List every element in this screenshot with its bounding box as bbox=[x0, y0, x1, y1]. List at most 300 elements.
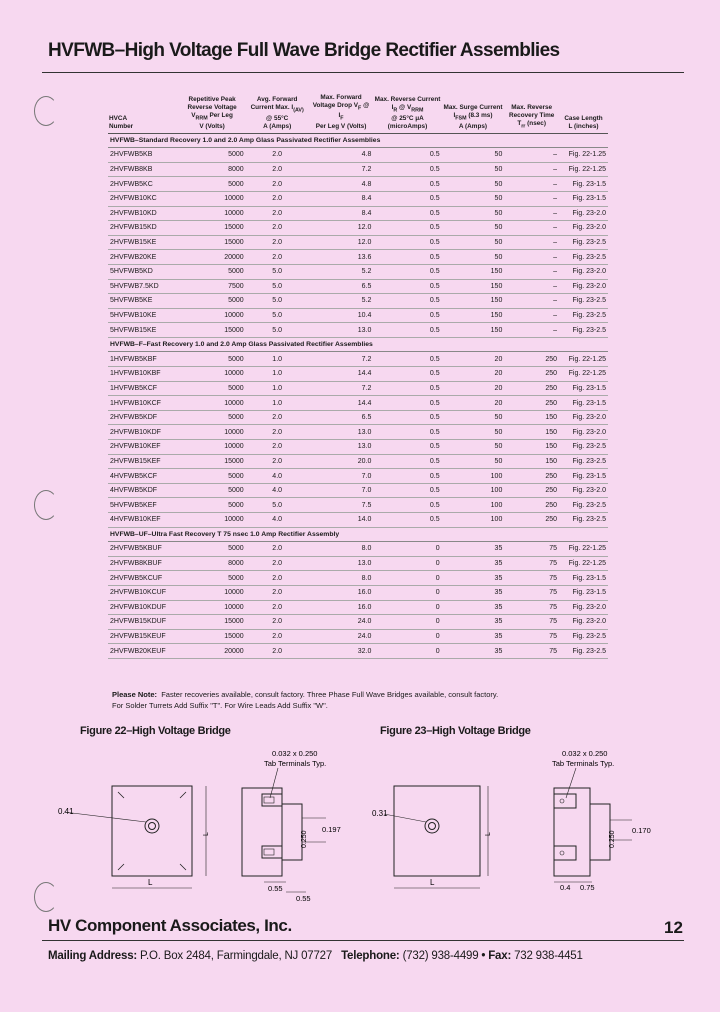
col-header-surge: Max. Surge Current $I_{FSM}$ (8.3 ms) A (Amps) bbox=[442, 94, 505, 133]
table-cell: 2HVFWB5KB bbox=[108, 148, 179, 163]
table-cell: Fig. 23-2.0 bbox=[559, 264, 608, 279]
divider bbox=[42, 940, 684, 941]
table-cell: 35 bbox=[442, 556, 505, 571]
table-cell: 2.0 bbox=[246, 177, 309, 192]
table-cell: 0.5 bbox=[373, 367, 441, 382]
table-cell: 20 bbox=[442, 396, 505, 411]
table-row bbox=[108, 440, 608, 455]
table-row bbox=[108, 396, 608, 411]
binder-hole bbox=[34, 490, 58, 520]
table-cell: 50 bbox=[442, 206, 505, 221]
table-cell: 2.0 bbox=[246, 148, 309, 163]
table-cell: 35 bbox=[442, 615, 505, 630]
table-cell: 5HVFWB10KE bbox=[108, 308, 179, 323]
table-cell: 4.8 bbox=[309, 177, 374, 192]
table-row bbox=[108, 162, 608, 177]
table-cell: 150 bbox=[442, 264, 505, 279]
table-cell: 0.5 bbox=[373, 250, 441, 265]
table-cell: 5.2 bbox=[309, 264, 374, 279]
table-cell: 2.0 bbox=[246, 191, 309, 206]
table-cell: 0.5 bbox=[373, 279, 441, 294]
table-cell: 0.5 bbox=[373, 498, 441, 513]
table-cell: 0.5 bbox=[373, 308, 441, 323]
table-cell: Fig. 23-1.5 bbox=[559, 571, 608, 586]
table-cell: 100 bbox=[442, 498, 505, 513]
table-cell: 2.0 bbox=[246, 206, 309, 221]
table-cell: 1HVFWB10KBF bbox=[108, 367, 179, 382]
table-cell: 1.0 bbox=[246, 396, 309, 411]
table-cell: 8.4 bbox=[309, 206, 374, 221]
table-cell: 0.5 bbox=[373, 410, 441, 425]
table-cell: 150 bbox=[504, 425, 559, 440]
spec-table-body bbox=[108, 133, 608, 658]
table-cell: 8.0 bbox=[309, 542, 374, 557]
table-cell: – bbox=[504, 323, 559, 338]
spec-table bbox=[108, 94, 608, 659]
table-cell: 1HVFWB10KCF bbox=[108, 396, 179, 411]
table-cell: 4.8 bbox=[309, 148, 374, 163]
table-cell: 2HVFWB15KDUF bbox=[108, 615, 179, 630]
table-cell: 2.0 bbox=[246, 410, 309, 425]
table-cell: Fig. 23-2.0 bbox=[559, 410, 608, 425]
svg-text:0.250: 0.250 bbox=[609, 830, 616, 848]
table-cell: 2.0 bbox=[246, 644, 309, 659]
table-cell: 2.0 bbox=[246, 235, 309, 250]
table-cell: 0.5 bbox=[373, 352, 441, 367]
svg-text:L: L bbox=[203, 832, 210, 836]
table-cell: 5000 bbox=[179, 498, 246, 513]
table-cell: 1HVFWB5KBF bbox=[108, 352, 179, 367]
table-cell: 7.2 bbox=[309, 381, 374, 396]
table-cell: 15000 bbox=[179, 221, 246, 236]
table-cell: 2.0 bbox=[246, 629, 309, 644]
table-cell: 16.0 bbox=[309, 600, 374, 615]
table-cell: 14.4 bbox=[309, 396, 374, 411]
table-cell: 10000 bbox=[179, 396, 246, 411]
table-row bbox=[108, 191, 608, 206]
table-cell: 35 bbox=[442, 542, 505, 557]
col-header-current: Avg. Forward Current Max. $I_{(AV)}$ @ 55°C A (Amps) bbox=[246, 94, 309, 133]
table-cell: 50 bbox=[442, 250, 505, 265]
figure-22-drawing bbox=[56, 748, 356, 908]
svg-text:0.4: 0.4 bbox=[560, 883, 571, 892]
table-cell: 5000 bbox=[179, 469, 246, 484]
table-cell: Fig. 23-1.5 bbox=[559, 396, 608, 411]
table-cell: 5HVFWB15KE bbox=[108, 323, 179, 338]
table-row bbox=[108, 381, 608, 396]
table-cell: 2HVFWB15KE bbox=[108, 235, 179, 250]
table-row bbox=[108, 308, 608, 323]
table-cell: 10.4 bbox=[309, 308, 374, 323]
table-cell: 5000 bbox=[179, 410, 246, 425]
table-cell: 2.0 bbox=[246, 162, 309, 177]
table-cell: 2.0 bbox=[246, 542, 309, 557]
svg-text:Tab Terminals Typ.: Tab Terminals Typ. bbox=[264, 759, 327, 768]
table-cell: Fig. 23-1.5 bbox=[559, 177, 608, 192]
table-cell: 2HVFWB10KCUF bbox=[108, 585, 179, 600]
table-cell: 150 bbox=[442, 323, 505, 338]
table-cell: Fig. 23-2.5 bbox=[559, 498, 608, 513]
table-cell: 1.0 bbox=[246, 352, 309, 367]
table-cell: 0.5 bbox=[373, 440, 441, 455]
table-cell: 8000 bbox=[179, 556, 246, 571]
table-cell: 7.2 bbox=[309, 352, 374, 367]
table-cell: 7.0 bbox=[309, 469, 374, 484]
table-row bbox=[108, 425, 608, 440]
table-cell: Fig. 22-1.25 bbox=[559, 367, 608, 382]
table-cell: 150 bbox=[442, 279, 505, 294]
table-cell: 50 bbox=[442, 410, 505, 425]
section-heading: HVFWB–Standard Recovery 1.0 and 2.0 Amp Glass Passivated Rectifier Assemblies bbox=[108, 133, 608, 148]
table-cell: Fig. 23-1.5 bbox=[559, 469, 608, 484]
table-cell: 4.0 bbox=[246, 513, 309, 528]
table-cell: 20.0 bbox=[309, 454, 374, 469]
table-cell: – bbox=[504, 221, 559, 236]
table-cell: 150 bbox=[504, 454, 559, 469]
table-cell: Fig. 23-2.0 bbox=[559, 600, 608, 615]
table-cell: 0.5 bbox=[373, 469, 441, 484]
svg-text:L: L bbox=[485, 832, 492, 836]
table-cell: 50 bbox=[442, 191, 505, 206]
svg-text:0.75: 0.75 bbox=[580, 883, 595, 892]
table-cell: 5.0 bbox=[246, 279, 309, 294]
table-cell: 0.5 bbox=[373, 177, 441, 192]
table-cell: 5000 bbox=[179, 148, 246, 163]
table-cell: 0.5 bbox=[373, 294, 441, 309]
table-cell: 0.5 bbox=[373, 483, 441, 498]
table-cell: 75 bbox=[504, 629, 559, 644]
table-cell: 5000 bbox=[179, 483, 246, 498]
table-cell: 4HVFWB5KCF bbox=[108, 469, 179, 484]
table-cell: Fig. 23-2.0 bbox=[559, 279, 608, 294]
table-cell: 13.0 bbox=[309, 440, 374, 455]
table-cell: 0 bbox=[373, 644, 441, 659]
table-cell: 2.0 bbox=[246, 221, 309, 236]
table-cell: 250 bbox=[504, 381, 559, 396]
table-cell: 24.0 bbox=[309, 615, 374, 630]
table-row bbox=[108, 600, 608, 615]
table-cell: 16.0 bbox=[309, 585, 374, 600]
table-cell: 2HVFWB15KEUF bbox=[108, 629, 179, 644]
contact-line: Mailing Address: P.O. Box 2484, Farmingdale, NJ 07727 Telephone: (732) 938-4499 • Fax: 732 938-4451 bbox=[48, 950, 583, 962]
svg-text:0.55: 0.55 bbox=[268, 884, 283, 893]
table-cell: 2HVFWB20KEUF bbox=[108, 644, 179, 659]
binder-hole bbox=[34, 882, 58, 912]
table-cell: 12.0 bbox=[309, 221, 374, 236]
table-cell: 8000 bbox=[179, 162, 246, 177]
table-cell: 20 bbox=[442, 352, 505, 367]
table-cell: Fig. 23-2.5 bbox=[559, 235, 608, 250]
table-cell: 35 bbox=[442, 600, 505, 615]
table-row bbox=[108, 323, 608, 338]
table-cell: 250 bbox=[504, 367, 559, 382]
svg-text:0.032 x 0.250: 0.032 x 0.250 bbox=[562, 749, 608, 758]
table-cell: 35 bbox=[442, 644, 505, 659]
table-cell: 50 bbox=[442, 162, 505, 177]
table-row bbox=[108, 629, 608, 644]
table-cell: Fig. 23-2.0 bbox=[559, 206, 608, 221]
table-cell: 10000 bbox=[179, 600, 246, 615]
table-row bbox=[108, 294, 608, 309]
table-cell: – bbox=[504, 177, 559, 192]
table-cell: 10000 bbox=[179, 206, 246, 221]
table-cell: Fig. 23-2.5 bbox=[559, 323, 608, 338]
table-cell: 150 bbox=[504, 410, 559, 425]
figure-23-drawing bbox=[370, 748, 670, 908]
table-cell: 250 bbox=[504, 396, 559, 411]
table-cell: 7.0 bbox=[309, 483, 374, 498]
table-cell: 2.0 bbox=[246, 585, 309, 600]
table-cell: 2HVFWB10KDF bbox=[108, 425, 179, 440]
table-cell: 75 bbox=[504, 600, 559, 615]
table-cell: Fig. 22-1.25 bbox=[559, 542, 608, 557]
table-cell: 0 bbox=[373, 615, 441, 630]
svg-text:0.197: 0.197 bbox=[322, 825, 341, 834]
table-cell: 13.0 bbox=[309, 323, 374, 338]
table-cell: 15000 bbox=[179, 454, 246, 469]
svg-text:L: L bbox=[148, 878, 153, 887]
table-cell: Fig. 23-2.5 bbox=[559, 308, 608, 323]
table-cell: 0.5 bbox=[373, 454, 441, 469]
table-cell: 150 bbox=[442, 308, 505, 323]
svg-text:0.55: 0.55 bbox=[296, 894, 311, 903]
table-cell: 10000 bbox=[179, 308, 246, 323]
table-cell: 250 bbox=[504, 483, 559, 498]
table-cell: 75 bbox=[504, 556, 559, 571]
table-cell: 2.0 bbox=[246, 556, 309, 571]
table-cell: 5.0 bbox=[246, 498, 309, 513]
table-cell: 24.0 bbox=[309, 629, 374, 644]
table-cell: Fig. 22-1.25 bbox=[559, 556, 608, 571]
table-cell: 10000 bbox=[179, 367, 246, 382]
table-cell: Fig. 23-2.0 bbox=[559, 425, 608, 440]
table-cell: 2HVFWB5KBUF bbox=[108, 542, 179, 557]
table-cell: 2HVFWB10KC bbox=[108, 191, 179, 206]
table-cell: 0.5 bbox=[373, 206, 441, 221]
table-cell: 100 bbox=[442, 513, 505, 528]
divider bbox=[42, 72, 684, 73]
table-row bbox=[108, 542, 608, 557]
table-cell: 2.0 bbox=[246, 600, 309, 615]
table-row bbox=[108, 221, 608, 236]
table-cell: 0 bbox=[373, 629, 441, 644]
table-cell: 50 bbox=[442, 177, 505, 192]
table-cell: 20000 bbox=[179, 644, 246, 659]
table-cell: 4.0 bbox=[246, 469, 309, 484]
table-row bbox=[108, 250, 608, 265]
table-cell: 0.5 bbox=[373, 235, 441, 250]
table-cell: 75 bbox=[504, 615, 559, 630]
table-row bbox=[108, 454, 608, 469]
bridge-body bbox=[112, 786, 192, 876]
table-row bbox=[108, 177, 608, 192]
table-cell: 0.5 bbox=[373, 221, 441, 236]
svg-text:0.170: 0.170 bbox=[632, 826, 651, 835]
table-cell: 2HVFWB10KD bbox=[108, 206, 179, 221]
table-row bbox=[108, 585, 608, 600]
table-cell: 50 bbox=[442, 221, 505, 236]
table-cell: 5HVFWB7.5KD bbox=[108, 279, 179, 294]
page-number: 12 bbox=[664, 918, 683, 937]
svg-text:Tab Terminals Typ.: Tab Terminals Typ. bbox=[552, 759, 615, 768]
table-cell: 5000 bbox=[179, 542, 246, 557]
table-row bbox=[108, 498, 608, 513]
table-cell: 2HVFWB15KEF bbox=[108, 454, 179, 469]
table-cell: 15000 bbox=[179, 615, 246, 630]
table-cell: 5000 bbox=[179, 381, 246, 396]
table-cell: 12.0 bbox=[309, 235, 374, 250]
table-cell: 250 bbox=[504, 469, 559, 484]
table-cell: 10000 bbox=[179, 425, 246, 440]
table-cell: 5000 bbox=[179, 177, 246, 192]
figure-22-title: Figure 22–High Voltage Bridge bbox=[80, 725, 231, 737]
table-cell: 1.0 bbox=[246, 367, 309, 382]
table-cell: Fig. 22-1.25 bbox=[559, 148, 608, 163]
table-cell: 5000 bbox=[179, 294, 246, 309]
table-cell: 5.0 bbox=[246, 264, 309, 279]
table-cell: 2HVFWB20KE bbox=[108, 250, 179, 265]
table-cell: 5.2 bbox=[309, 294, 374, 309]
table-cell: Fig. 23-2.5 bbox=[559, 644, 608, 659]
table-cell: 6.5 bbox=[309, 279, 374, 294]
table-row bbox=[108, 206, 608, 221]
table-cell: 0.5 bbox=[373, 162, 441, 177]
table-cell: 13.6 bbox=[309, 250, 374, 265]
table-cell: 250 bbox=[504, 498, 559, 513]
table-cell: – bbox=[504, 264, 559, 279]
binder-hole bbox=[34, 96, 58, 126]
table-cell: – bbox=[504, 206, 559, 221]
table-cell: 50 bbox=[442, 454, 505, 469]
table-cell: Fig. 23-2.5 bbox=[559, 250, 608, 265]
table-header-row bbox=[108, 94, 608, 133]
table-cell: 0.5 bbox=[373, 381, 441, 396]
table-cell: 250 bbox=[504, 352, 559, 367]
section-heading-row bbox=[108, 527, 608, 542]
table-cell: – bbox=[504, 308, 559, 323]
table-row bbox=[108, 352, 608, 367]
col-header-recovery: Max. Reverse Recovery Time $T_{rr}$ (nsec) bbox=[504, 94, 559, 133]
table-cell: 20 bbox=[442, 381, 505, 396]
table-cell: 75 bbox=[504, 571, 559, 586]
table-cell: 50 bbox=[442, 425, 505, 440]
table-cell: 10000 bbox=[179, 440, 246, 455]
table-row bbox=[108, 279, 608, 294]
table-cell: 4HVFWB5KDF bbox=[108, 483, 179, 498]
table-cell: 32.0 bbox=[309, 644, 374, 659]
table-cell: 10000 bbox=[179, 513, 246, 528]
col-header-reverse-current: Max. Reverse Current $I_R$ @ $V_{RRM}$ @ 25°C μA (microAmps) bbox=[373, 94, 441, 133]
mounting-hole-icon bbox=[145, 819, 159, 833]
table-cell: Fig. 23-2.0 bbox=[559, 483, 608, 498]
table-cell: 0.5 bbox=[373, 425, 441, 440]
table-cell: Fig. 23-2.5 bbox=[559, 629, 608, 644]
table-cell: 5.0 bbox=[246, 294, 309, 309]
table-cell: Fig. 23-2.5 bbox=[559, 294, 608, 309]
table-cell: 0 bbox=[373, 600, 441, 615]
table-cell: 2HVFWB5KC bbox=[108, 177, 179, 192]
table-cell: 2HVFWB5KCUF bbox=[108, 571, 179, 586]
table-cell: 8.0 bbox=[309, 571, 374, 586]
table-cell: 2HVFWB5KDF bbox=[108, 410, 179, 425]
table-row bbox=[108, 483, 608, 498]
table-cell: 100 bbox=[442, 469, 505, 484]
section-heading: HVFWB–F–Fast Recovery 1.0 and 2.0 Amp Glass Passivated Rectifier Assemblies bbox=[108, 337, 608, 352]
svg-text:L: L bbox=[430, 878, 435, 887]
table-cell: – bbox=[504, 294, 559, 309]
table-cell: Fig. 23-1.5 bbox=[559, 585, 608, 600]
table-cell: 0.5 bbox=[373, 396, 441, 411]
table-cell: 0.5 bbox=[373, 323, 441, 338]
col-header-forward-drop: Max. Forward Voltage Drop $V_F$ @ $I_F$ Per Leg V (Volts) bbox=[309, 94, 374, 133]
table-row bbox=[108, 571, 608, 586]
table-cell: 13.0 bbox=[309, 556, 374, 571]
table-cell: 5HVFWB5KD bbox=[108, 264, 179, 279]
table-cell: 150 bbox=[504, 440, 559, 455]
mounting-hole-icon bbox=[425, 819, 439, 833]
table-cell: – bbox=[504, 191, 559, 206]
table-cell: 2.0 bbox=[246, 425, 309, 440]
table-cell: 2HVFWB15KD bbox=[108, 221, 179, 236]
table-row bbox=[108, 513, 608, 528]
table-cell: 0 bbox=[373, 542, 441, 557]
table-cell: 2.0 bbox=[246, 571, 309, 586]
table-cell: 35 bbox=[442, 629, 505, 644]
table-row bbox=[108, 615, 608, 630]
table-cell: Fig. 23-2.5 bbox=[559, 440, 608, 455]
table-cell: 35 bbox=[442, 585, 505, 600]
table-cell: 0.5 bbox=[373, 264, 441, 279]
table-cell: Fig. 23-2.5 bbox=[559, 513, 608, 528]
table-cell: 7.5 bbox=[309, 498, 374, 513]
please-note: Please Note: Faster recoveries available, consult factory. Three Phase Full Wave Bridges available, consult factory. For Solder Turrets Add Suffix "T". For Wire Leads Add Suffix "W". bbox=[112, 690, 499, 710]
table-cell: 1HVFWB5KCF bbox=[108, 381, 179, 396]
table-cell: 35 bbox=[442, 571, 505, 586]
section-heading-row bbox=[108, 133, 608, 148]
table-cell: 6.5 bbox=[309, 410, 374, 425]
col-header-case: Case Length L (inches) bbox=[559, 94, 608, 133]
table-cell: 15000 bbox=[179, 323, 246, 338]
table-cell: 2HVFWB10KDUF bbox=[108, 600, 179, 615]
table-cell: 75 bbox=[504, 542, 559, 557]
svg-text:0.250: 0.250 bbox=[301, 830, 308, 848]
table-cell: 5.0 bbox=[246, 308, 309, 323]
table-row bbox=[108, 235, 608, 250]
table-cell: 5HVFWB5KEF bbox=[108, 498, 179, 513]
table-cell: 2HVFWB10KEF bbox=[108, 440, 179, 455]
table-cell: – bbox=[504, 148, 559, 163]
table-row bbox=[108, 556, 608, 571]
page-title: HVFWB–High Voltage Full Wave Bridge Rectifier Assemblies bbox=[48, 40, 560, 61]
table-cell: 8.4 bbox=[309, 191, 374, 206]
company-name: HV Component Associates, Inc. bbox=[48, 916, 292, 935]
table-cell: 10000 bbox=[179, 585, 246, 600]
table-cell: 2.0 bbox=[246, 454, 309, 469]
table-cell: – bbox=[504, 279, 559, 294]
section-heading: HVFWB–UF–Ultra Fast Recovery T 75 nsec 1.0 Amp Rectifier Assembly bbox=[108, 527, 608, 542]
table-cell: 0.5 bbox=[373, 513, 441, 528]
svg-text:0.032 x 0.250: 0.032 x 0.250 bbox=[272, 749, 318, 758]
table-cell: 7500 bbox=[179, 279, 246, 294]
table-cell: Fig. 23-2.5 bbox=[559, 454, 608, 469]
table-cell: 7.2 bbox=[309, 162, 374, 177]
table-cell: 2HVFWB8KB bbox=[108, 162, 179, 177]
table-cell: 15000 bbox=[179, 629, 246, 644]
table-cell: – bbox=[504, 235, 559, 250]
table-cell: 13.0 bbox=[309, 425, 374, 440]
section-heading-row bbox=[108, 337, 608, 352]
table-cell: 5000 bbox=[179, 571, 246, 586]
